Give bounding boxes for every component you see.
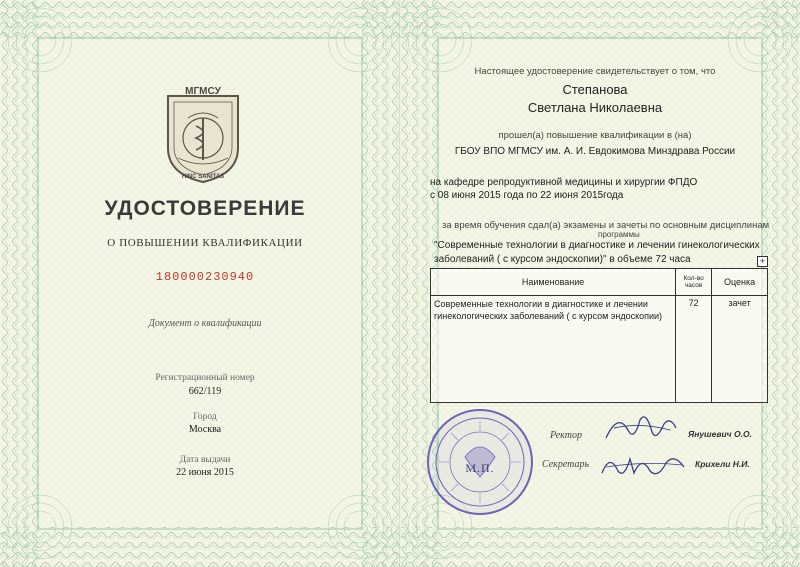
training-period: с 08 июня 2015 года по 22 июня 2015года — [430, 190, 624, 201]
column-header-hours: Кол-во часов — [676, 269, 712, 296]
expand-plus-icon: + — [757, 256, 768, 267]
secretary-label: Секретарь — [542, 459, 590, 470]
rector-name: Янушевич О.О. — [688, 429, 752, 439]
program-line-2: заболеваний ( с курсом эндоскопии)" в объеме 72 часа — [434, 254, 691, 265]
serial-number: 180000230940 — [155, 270, 255, 284]
exams-line: за время обучения сдал(а) экзамены и зачеты по основным дисциплинам — [442, 220, 770, 231]
emblem-bottom-text: HINC SANITAS — [181, 174, 225, 180]
rector-label: Ректор — [550, 430, 582, 441]
stamp-text: М.П. — [465, 461, 495, 475]
holder-surname: Степанова — [562, 82, 628, 97]
table-row — [431, 296, 768, 403]
city-caption: Город — [193, 412, 217, 422]
city-value: Москва — [188, 424, 222, 435]
certificate-intro: Настоящее удостоверение свидетельствует о том, что — [474, 66, 716, 77]
course-grade-cell: зачет — [712, 296, 768, 403]
holder-given-names: Светлана Николаевна — [527, 100, 663, 115]
program-caption: программы — [598, 230, 640, 239]
column-header-grade: Оценка — [712, 269, 768, 296]
document-title: УДОСТОВЕРЕНИЕ — [104, 197, 306, 220]
registration-number: 662/119 — [188, 386, 222, 397]
secretary-signature — [598, 445, 690, 483]
registration-caption: Регистрационный номер — [155, 373, 255, 383]
program-line-1: "Современные технологии в диагностике и лечении гинекологических — [434, 240, 760, 251]
issue-date: 22 июня 2015 — [176, 467, 234, 478]
column-header-name: Наименование — [431, 269, 676, 296]
department-line: на кафедре репродуктивной медицины и хирургии ФПДО — [430, 177, 698, 188]
grades-table — [430, 268, 768, 403]
issue-date-caption: Дата выдачи — [179, 455, 231, 465]
document-kind: Документ о квалификации — [148, 318, 262, 329]
passed-line: прошел(а) повышение квалификации в (на) — [498, 130, 692, 141]
document-subtitle: О ПОВЫШЕНИИ КВАЛИФИКАЦИИ — [107, 237, 303, 249]
rector-signature — [600, 408, 680, 448]
table-header-row — [431, 269, 768, 296]
secretary-name: Крихели Н.И. — [695, 459, 750, 469]
emblem-top-text: МГМСУ — [185, 86, 221, 97]
institution-name: ГБОУ ВПО МГМСУ им. А. И. Евдокимова Минздрава России — [454, 146, 736, 157]
course-hours-cell: 72 — [676, 296, 712, 403]
course-name-cell: Современные технологии в диагностике и лечении гинекологических заболеваний ( с курсом эндоскопии) — [431, 296, 676, 403]
center-fold — [399, 0, 401, 567]
